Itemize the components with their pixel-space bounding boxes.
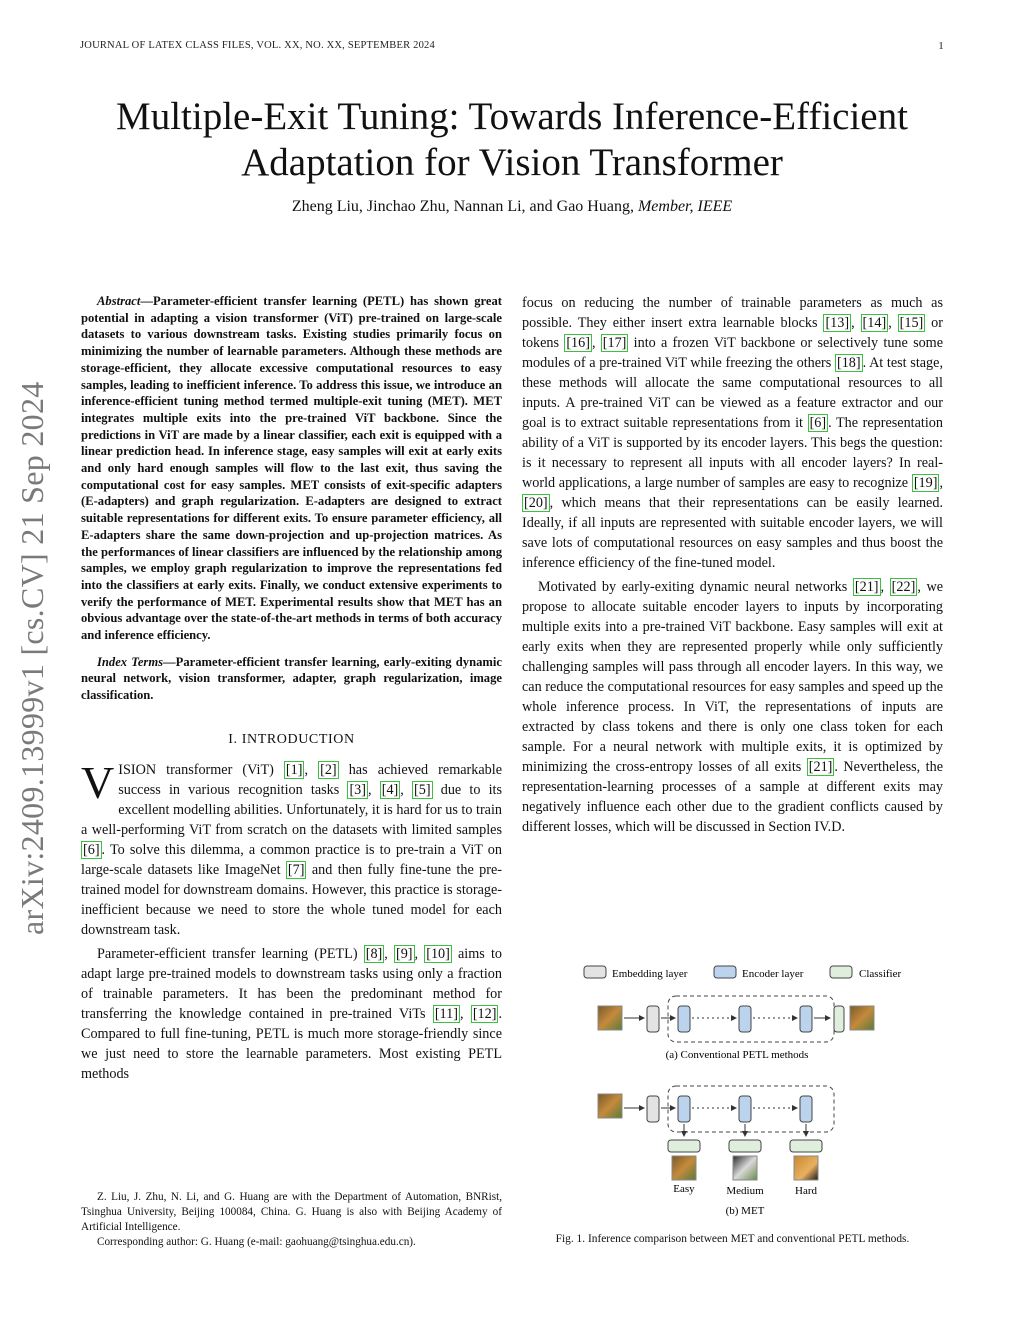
dropcap-letter: V (81, 756, 115, 808)
citation-link[interactable]: [1] (285, 761, 303, 778)
body-text: Motivated by early-exiting dynamic neural networks (538, 579, 853, 595)
encoder-layer-block (739, 1006, 751, 1032)
author-names: Zheng Liu, Jinchao Zhu, Nannan Li, and Gao Huang, (291, 198, 634, 215)
legend-embedding-swatch (584, 966, 606, 978)
title-line-2: Adaptation for Vision Transformer (241, 141, 783, 184)
abstract-lead: Abstract (97, 294, 141, 308)
page-number: 1 (938, 40, 944, 52)
citation-link[interactable]: [20] (524, 495, 548, 511)
label-hard: Hard (795, 1185, 817, 1197)
embedding-layer-block (647, 1006, 659, 1032)
figure-1-caption: Fig. 1. Inference comparison between MET and conventional PETL methods. (555, 1233, 910, 1245)
encoder-layer-block (800, 1096, 812, 1122)
citation-link[interactable]: [10] (426, 945, 450, 962)
journal-name: JOURNAL OF LATEX CLASS FILES, VOL. XX, NO. XX, SEPTEMBER 2024 (80, 40, 435, 51)
input-image-dog (598, 1006, 622, 1030)
body-text: . At test stage, these methods will allocate the same computational resources to all inputs. A pre-trained ViT can be viewed as a feature extractor and our goal is to extract suitable representations from it (522, 355, 943, 431)
index-terms-text: —Parameter-efficient transfer learning, early-exiting dynamic neural network, vision transformer, adapter, graph regularization, image classification. (81, 654, 502, 703)
citation-link[interactable]: [17] (602, 335, 627, 351)
intro-text: aims to adapt large pre-trained models to downstream tasks using only a fraction of trainable parameters. It has been the predominant method for transferring the knowledge contained in pre-trained ViTs (81, 945, 502, 1022)
intro-paragraph-1: VISION transformer (ViT) [1] , [2] has achieved remarkable success in various recognition tasks [3] , [4] , [5] due to its excellent modelling abilities. Unfortunately, it is hard for us to train a well-performing ViT from scratch on the datasets with limited samples [6] . To solve this dilemma, a common practice is to pre-train a ViT on large-scale datasets like ImageNet [7] and then fully fine-tune the pre-trained model for downstream domains. However, this practice is storage-inefficient because we need to store the whole tuned model for each downstream task. (81, 756, 503, 938)
citation-link[interactable]: [19] (913, 475, 938, 491)
citation-link[interactable]: [8] (365, 945, 383, 962)
intro-text: . To solve this dilemma, a common practice is to pre-train a ViT on large-scale datasets like ImageNet (81, 841, 502, 878)
citation-link[interactable]: [2] (320, 761, 337, 778)
output-image-dog (850, 1006, 874, 1030)
citation-link[interactable]: [18] (836, 355, 861, 371)
citation-link[interactable]: [12] (472, 1005, 497, 1022)
citation-link[interactable]: [7] (287, 861, 305, 878)
running-header (80, 40, 944, 51)
figure-1-diagram (572, 960, 902, 1220)
intro-text: has achieved remarkable success in various recognition tasks (118, 761, 502, 798)
footnote-affiliation: Z. Liu, J. Zhu, N. Li, and G. Huang are with the Department of Automation, BNRist, Tsinghua University, Beijing 100084, China. G. Huang is also with Beijing Academy of Artificial Intelligence. (81, 1191, 502, 1233)
index-terms-lead: Index Terms (97, 654, 164, 669)
author-list (60, 198, 964, 216)
abstract-text: —Parameter-efficient transfer learning (PETL) has shown great potential in adapting a vision transformer (ViT) pre-trained on large-scale datasets to various downstream tasks. Existing studies primarily focus on minimizing the number of learnable parameters. Although these methods are storage-efficient, they allocate excessive computational resources to easy samples, leading to inefficient inference. To address this issue, we introduce an inference-efficient tuning method termed multiple-exit tuning (MET). MET integrates multiple exits into the pre-trained ViT backbone. Since the predictions in ViT are made by a linear classifier, each exit is equipped with a linear prediction head. In inference stage, easy samples will exit at early exits and only hard enough samples will flow to the last exit, thus saving the computational cost for easy samples. MET consists of exit-specific adapters (E-adapters) and graph regularization. E-adapters are designed to extract suitable representations for different exits. To ensure parameter efficiency, all E-adapters share the same down-projection and up-projection matrices. As the performances of linear classifiers are influenced by the relationship among samples, we employ graph regularization to improve the representations fed into the classifiers at early exits. Finally, we conduct extensive experiments to verify the performance of MET. Experimental results show that MET has an obvious advantage over the state-of-the-art methods in terms of both accuracy and inference efficiency. (81, 294, 502, 643)
citation-link[interactable]: [6] (83, 841, 100, 858)
classifier-block (834, 1006, 844, 1032)
encoder-layer-block (678, 1006, 690, 1032)
figure-1 (572, 960, 902, 1225)
right-paragraph-1: focus on reducing the number of trainable parameters as much as possible. They either insert extra learnable blocks [13] , [14] , [15] or tokens [16] , [17] into a frozen ViT backbone or selectively tune some modules of a pre-trained ViT while freezing the others [18] . At test stage, these methods will allocate the same computational resources to all inputs. A pre-trained ViT can be viewed as a feature extractor and our goal is to extract suitable representations from it [6] . The representation ability of a ViT is supported by its encoder layers. This begs the question: is it necessary to represent all inputs with all encoder layers? In real-world applications, a large number of samples are easy to recognize [19] , [20] , which means that their representations can be easily learned. Ideally, if all inputs are represented with suitable encoder layers, we will save lots of computational resources on easy samples and thus boost the inference efficiency of the fine-tuned model. (522, 295, 944, 571)
label-easy: Easy (673, 1183, 695, 1195)
body-text: , which means that their representations can be easily learned. Ideally, if all inputs are represented with suitable encoder layers, we will save lots of computational resources on easy samples and thus boost the inference efficiency of the fine-tuned model. (522, 495, 943, 571)
intro-text: and then fully fine-tune the pre-trained model for downstream domains. However, this practice is storage-inefficient because we need to store the whole tuned model for each downstream task. (81, 861, 502, 938)
footnote-corresponding: Corresponding author: G. Huang (e-mail: gaohuang@tsinghua.edu.cn). (97, 1236, 416, 1248)
author-membership: Member, IEEE (637, 198, 733, 215)
intro-text: . Compared to full fine-tuning, PETL is much more storage-friendly since we just need to store the learnable parameters. Most existing PETL methods (81, 1005, 503, 1082)
encoder-layer-block (800, 1006, 812, 1032)
intro-text: ISION transformer (ViT) (118, 761, 284, 778)
intro-text: Parameter-efficient transfer learning (PETL) (97, 945, 364, 962)
citation-link[interactable]: [21] (854, 579, 879, 595)
legend-embedding-label: Embedding layer (612, 968, 688, 980)
exit-classifier-medium (729, 1140, 761, 1152)
left-column (81, 293, 502, 1084)
citation-link[interactable]: [21] (808, 759, 833, 775)
intro-text: due to its excellent modelling abilities. Unfortunately, it is hard for us to train a well-performing ViT from scratch on the datasets with limited samples (81, 781, 503, 838)
encoder-layer-block (739, 1096, 751, 1122)
citation-link[interactable]: [4] (381, 781, 399, 798)
citation-link[interactable]: [5] (414, 781, 431, 798)
exit-classifier-hard (790, 1140, 822, 1152)
index-terms (81, 654, 502, 704)
citation-link[interactable]: [13] (825, 315, 850, 331)
body-text: focus on reducing the number of trainable parameters as much as possible. They either insert extra learnable blocks (522, 295, 943, 331)
legend-classifier-label: Classifier (859, 968, 902, 980)
label-medium: Medium (726, 1185, 764, 1197)
embedding-layer-block (647, 1096, 659, 1122)
caption-b: (b) MET (725, 1205, 765, 1217)
medium-sample-image (733, 1156, 757, 1180)
citation-link[interactable]: [3] (349, 781, 366, 798)
body-text: or tokens (522, 315, 943, 351)
citation-link[interactable]: [15] (899, 315, 924, 331)
legend-encoder-label: Encoder layer (742, 968, 804, 980)
abstract (81, 293, 502, 644)
easy-sample-image (672, 1156, 696, 1180)
body-text: . Nevertheless, the representation-learning processes of a sample at different exits may negatively influence each other due to the gradient conflicts caused by different losses, which will be discussed in Section IV.D. (522, 759, 943, 835)
body-text: . The representation ability of a ViT is supported by its encoder layers. This begs the question: is it necessary to represent all inputs with all encoder layers? In real-world applications, a large number of samples are easy to recognize (522, 415, 943, 491)
citation-link[interactable]: [6] (809, 415, 827, 431)
right-column (522, 293, 943, 837)
title-line-1: Multiple-Exit Tuning: Towards Inference-Efficient (116, 95, 908, 138)
citation-link[interactable]: [16] (566, 335, 590, 351)
legend-classifier-swatch (830, 966, 852, 978)
citation-link[interactable]: [9] (395, 945, 413, 962)
body-text: into a frozen ViT backbone or selectively tune some modules of a pre-trained ViT while freezing the others (522, 335, 944, 371)
right-paragraph-2: Motivated by early-exiting dynamic neural networks [21] , [22] , we propose to allocate suitable encoder layers to inputs by incorporating multiple exits into a pre-trained ViT backbone. Easy samples will exit at early exits when they are represented properly while only sufficiently challenging samples will pass through all encoder layers. In this way, we can reduce the computational resources for easy samples and speed up the whole inference process. In ViT, the representations of inputs are extracted by class tokens and there is only one class token for each sample. For a neural network with multiple exits, it is optimized by minimizing the cross-entropy losses of all exits [21] . Nevertheless, the representation-learning processes of a sample at different exits may negatively influence each other due to the gradient conflicts caused by different losses, which will be discussed in Section IV.D. (522, 579, 943, 835)
body-text: , we propose to allocate suitable encoder layers to inputs by incorporating multiple exits into a pre-trained ViT backbone. Easy samples will exit at early exits when they are represented properly while only sufficiently challenging samples will pass through all encoder layers. In this way, we can reduce the computational resources for easy samples and speed up the whole inference process. In ViT, the representations of inputs are extracted by class tokens and there is only one class token for each sample. For a neural network with multiple exits, it is optimized by minimizing the cross-entropy losses of all exits (522, 579, 943, 775)
citation-link[interactable]: [11] (434, 1005, 458, 1022)
paper-title (60, 94, 964, 186)
caption-a: (a) Conventional PETL methods (665, 1049, 809, 1061)
arxiv-stamp: arXiv:2409.13999v1 [cs.CV] 21 Sep 2024 (14, 381, 50, 935)
citation-link[interactable]: [14] (862, 315, 887, 331)
section-heading-introduction: I. INTRODUCTION (228, 731, 355, 747)
hard-sample-image (794, 1156, 818, 1180)
citation-link[interactable]: [22] (891, 579, 916, 595)
encoder-layer-block (678, 1096, 690, 1122)
legend-encoder-swatch (714, 966, 736, 978)
exit-classifier-easy (668, 1140, 700, 1152)
intro-paragraph-2: Parameter-efficient transfer learning (PETL) [8] , [9] , [10] aims to adapt large pre-trained models to downstream tasks using only a fraction of trainable parameters. It has been the predominant method for transferring the knowledge contained in pre-trained ViTs [11] , [12] . Compared to full fine-tuning, PETL is much more storage-friendly since we just need to store the learnable parameters. Most existing PETL methods (81, 945, 503, 1082)
input-image-dog (598, 1094, 622, 1118)
footnote (81, 1190, 502, 1250)
